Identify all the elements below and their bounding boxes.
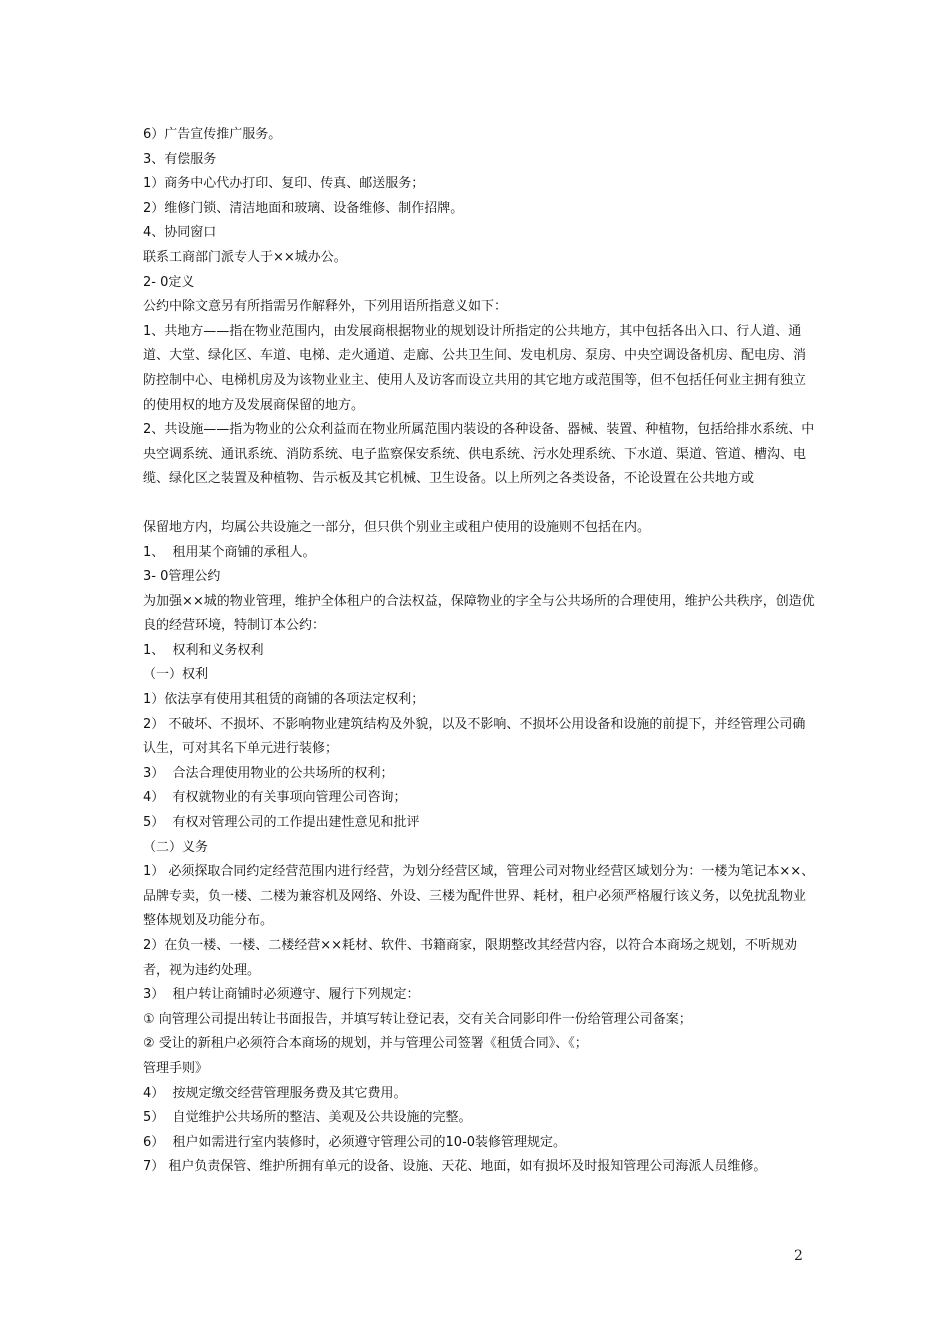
paragraph-14: 3- 0管理公约 xyxy=(143,569,221,585)
paragraph-7: 2- 0定义 xyxy=(143,274,195,290)
paragraph-24: 1） 必须探取合同约定经营范围内进行经营，为划分经营区域，管理公司对物业经营区域划分为：一楼为笔记本××、品牌专卖，负一楼、二楼为兼容机及网络、外设、三楼为配件世界、耗材，租户必须严格履行该义务，以免扰乱物业整体规划及功能分布。 xyxy=(143,864,815,929)
page-number: 2 xyxy=(794,1248,803,1264)
paragraph-20: 3） 合法合理使用物业的公共场所的权利； xyxy=(143,765,394,781)
paragraph-21: 4） 有权就物业的有关事项向管理公司咨询； xyxy=(143,790,407,806)
paragraph-12: 保留地方内，均属公共设施之一部分，但只供个别业主或租户使用的设施则不包括在内。 xyxy=(143,519,651,535)
paragraph-31: 5） 自觉维护公共场所的整洁、美观及公共设施的完整。 xyxy=(143,1110,472,1126)
paragraph-4: 2）维修门锁、清洁地面和玻璃、设备维修、制作招牌。 xyxy=(143,200,464,216)
paragraph-18: 1）依法享有使用其租赁的商铺的各项法定权利； xyxy=(143,692,425,708)
paragraph-5: 4、协同窗口 xyxy=(143,225,217,241)
document-body xyxy=(143,123,815,1180)
paragraph-8: 公约中除文意另有所指需另作解释外，下列用语所指意义如下： xyxy=(143,299,508,315)
paragraph-22: 5） 有权对管理公司的工作提出建性意见和批评 xyxy=(143,815,420,831)
paragraph-15: 为加强××城的物业管理，维护全体租户的合法权益，保障物业的字全与公共场所的合理使用，维护公共秩序，创造优良的经营环境，特制订本公约： xyxy=(143,593,815,634)
paragraph-19: 2） 不破坏、不损坏、不影响物业建筑结构及外貌，以及不影响、不损坏公用设备和设施的前提下，并经管理公司确认生，可对其名下单元进行装修； xyxy=(143,716,806,757)
paragraph-3: 1）商务中心代办打印、复印、传真、邮送服务； xyxy=(143,176,425,192)
paragraph-1: 6）广告宣传推广服务。 xyxy=(143,127,282,142)
paragraph-9: 1、共地方——指在物业范围内，由发展商根据物业的规划设计所指定的公共地方，其中包括各出入口、行人道、通道、大堂、绿化区、车道、电梯、走火通道、走廊、公共卫生间、发电机房、泵房、中央空调设备机房、配电房、消防控制中心、电梯机房及为该物业业主、使用人及访客而设立共用的其它地方或范围等，但不包括任何业主拥有独立的使用权的地方及发展商保留的地方。 xyxy=(143,323,807,413)
paragraph-10: 2、共设施——指为物业的公众利益而在物业所属范围内装设的各种设备、器械、装置、种植物，包括给排水系统、中央空调系统、通讯系统、消防系统、电子监察保安系统、供电系统、污水处理系统、下水道、渠道、管道、槽沟、电缆、绿化区之装置及种植物、告示板及其它机械、卫生设备。以上所列之各类设备，不论设置在公共地方或 xyxy=(143,422,815,487)
paragraph-32: 6） 租户如需进行室内装修时，必须遵守管理公司的10-0装修管理规定。 xyxy=(143,1134,567,1150)
paragraph-23: （二）义务 xyxy=(143,839,209,855)
paragraph-26: 3） 租户转让商铺时必须遵守、履行下列规定： xyxy=(143,987,420,1003)
paragraph-13: 1、 租用某个商铺的承租人。 xyxy=(143,544,316,560)
paragraph-33: 7） 租户负责保管、维护所拥有单元的设备、设施、天花、地面，如有损坏及时报知管理公司海派人员维修。 xyxy=(143,1159,767,1175)
paragraph-25: 2）在负一楼、一楼、二楼经营××耗材、软件、书籍商家，限期整改其经营内容，以符合本商场之规划，不听规劝者，视为违约处理。 xyxy=(143,938,798,978)
paragraph-6: 联系工商部门派专人于××城办公。 xyxy=(143,249,347,265)
paragraph-29: 管理手则》 xyxy=(143,1060,209,1076)
paragraph-2: 3、有偿服务 xyxy=(143,151,217,167)
paragraph-30: 4） 按规定缴交经营管理服务费及其它费用。 xyxy=(143,1085,407,1101)
paragraph-gap xyxy=(143,492,815,516)
paragraph-28: ② 受让的新租户必须符合本商场的规划，并与管理公司签署《租赁合同》、《； xyxy=(143,1036,588,1052)
paragraph-27: ① 向管理公司提出转让书面报告，并填写转让登记表，交有关合同影印件一份给管理公司备案； xyxy=(143,1011,692,1027)
paragraph-16: 1、 权利和义务权利 xyxy=(143,642,264,658)
paragraph-17: （一）权利 xyxy=(143,667,209,683)
